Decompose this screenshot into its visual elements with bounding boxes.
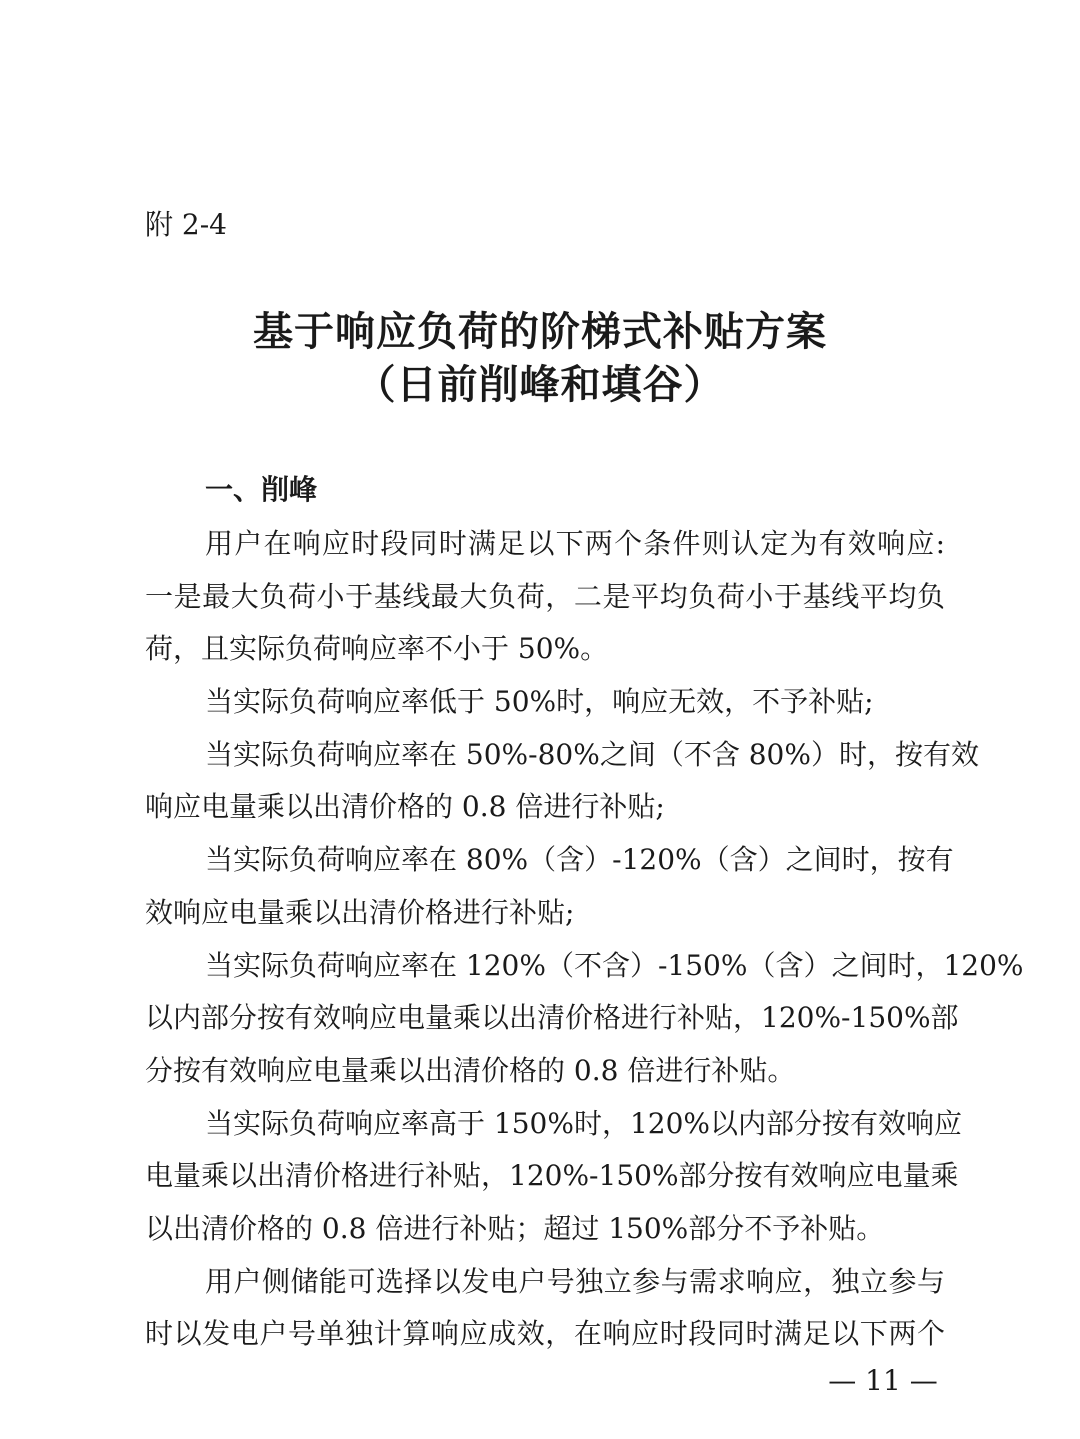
page-number: — 11 —	[828, 1364, 938, 1397]
document-subtitle: （日前削峰和填谷）	[355, 361, 725, 408]
text-line: 用户在响应时段同时满足以下两个条件则认定为有效响应:	[205, 527, 945, 560]
text-line: 当实际负荷响应率在 80%（含）-120%（含）之间时，按有	[205, 843, 954, 877]
text-line: 时以发电户号单独计算响应成效，在响应时段同时满足以下两个	[145, 1317, 945, 1351]
text-line: 电量乘以出清价格进行补贴，120%-150%部分按有效响应电量乘	[145, 1159, 959, 1193]
text-line: 当实际负荷响应率高于 150%时，120%以内部分按有效响应	[205, 1106, 963, 1140]
body-text	[145, 518, 1024, 1361]
document-title: 基于响应负荷的阶梯式补贴方案	[253, 308, 827, 355]
text-line: 用户侧储能可选择以发电户号独立参与需求响应，独立参与	[205, 1264, 945, 1298]
text-line: 当实际负荷响应率低于 50%时，响应无效，不予补贴;	[205, 685, 874, 719]
text-line: 荷，且实际负荷响应率不小于 50%。	[145, 632, 609, 666]
text-line: 当实际负荷响应率在 50%-80%之间（不含 80%）时，按有效	[205, 737, 979, 771]
text-line: 一是最大负荷小于基线最大负荷，二是平均负荷小于基线平均负	[145, 579, 945, 613]
text-line: 当实际负荷响应率在 120%（不含）-150%（含）之间时，120%	[205, 948, 1024, 982]
text-line: 效响应电量乘以出清价格进行补贴;	[145, 895, 575, 929]
text-line: 分按有效响应电量乘以出清价格的 0.8 倍进行补贴。	[145, 1053, 796, 1087]
text-line: 以出清价格的 0.8 倍进行补贴；超过 150%部分不予补贴。	[145, 1211, 885, 1245]
section-heading: 一、削峰	[205, 473, 318, 506]
text-line: 以内部分按有效响应电量乘以出清价格进行补贴，120%-150%部	[145, 1001, 959, 1035]
text-line: 响应电量乘以出清价格的 0.8 倍进行补贴;	[145, 790, 665, 824]
annex-label: 附 2-4	[145, 208, 227, 241]
